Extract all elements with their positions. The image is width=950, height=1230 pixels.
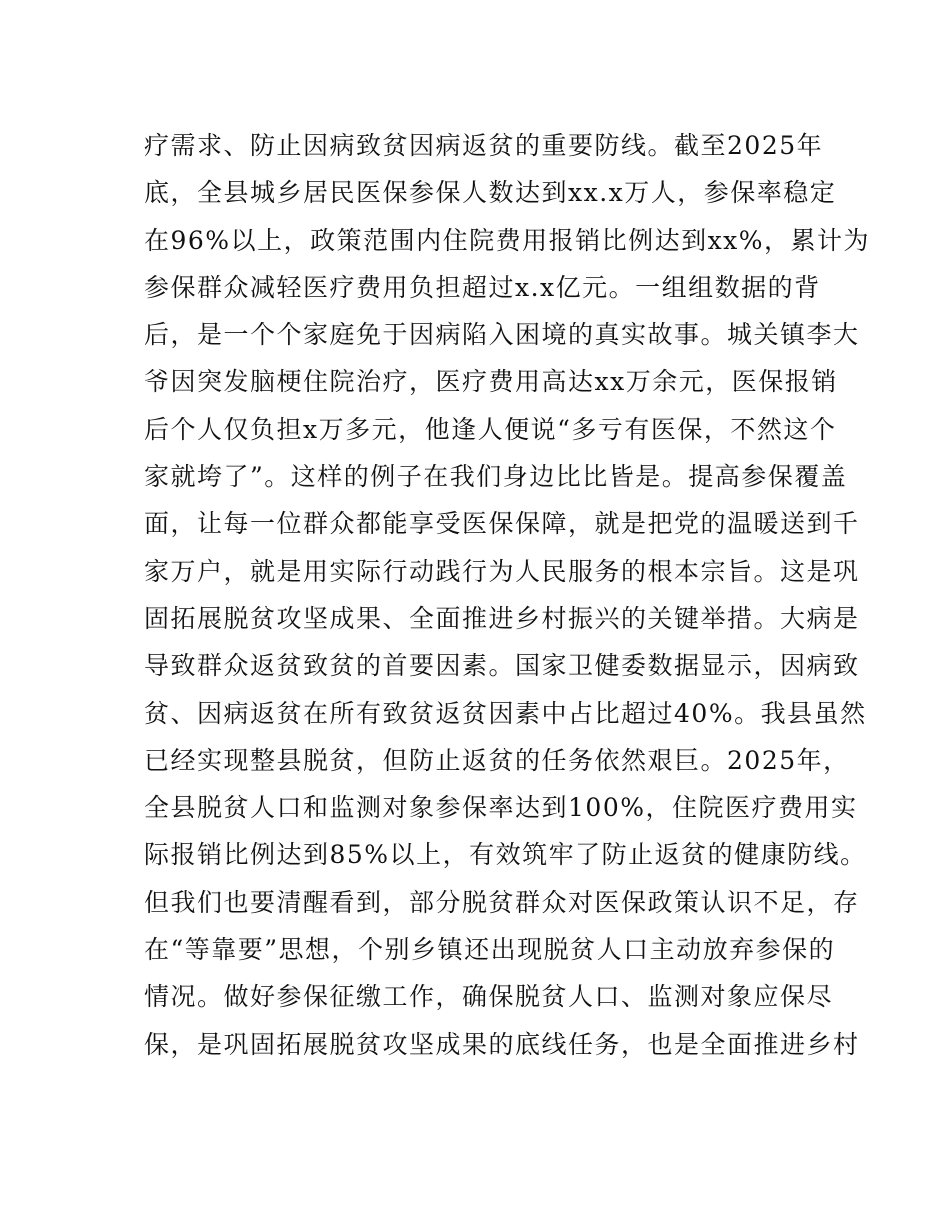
- text-line-7: 后个人仅负担x万多元，他逢人便说“多亏有医保，不然这个: [144, 414, 837, 444]
- text-line-18: 在“等靠要”思想，个别乡镇还出现脱贫人口主动放弃参保的: [144, 935, 836, 965]
- text-line-2: 底，全县城乡居民医保参保人数达到xx.x万人，参保率稳定: [144, 178, 837, 208]
- text-line-4: 参保群众减轻医疗费用负担超过x.x亿元。一组组数据的背: [144, 272, 821, 302]
- text-line-11: 固拓展脱贫攻坚成果、全面推进乡村振兴的关键举措。大病是: [144, 603, 860, 633]
- text-line-20: 保，是巩固拓展脱贫攻坚成果的底线任务，也是全面推进乡村: [144, 1029, 860, 1059]
- text-line-15: 全县脱贫人口和监测对象参保率达到100%，住院医疗费用实: [144, 793, 858, 823]
- text-line-5: 后，是一个个家庭免于因病陷入困境的真实故事。城关镇李大: [144, 320, 860, 350]
- text-line-9: 面，让每一位群众都能享受医保保障，就是把党的温暖送到千: [144, 509, 860, 539]
- text-line-12: 导致群众返贫致贫的首要因素。国家卫健委数据显示，因病致: [144, 651, 860, 681]
- text-line-14: 已经实现整县脱贫，但防止返贫的任务依然艰巨。2025年，: [144, 745, 850, 775]
- text-line-16: 际报销比例达到85%以上，有效筑牢了防止返贫的健康防线。: [144, 840, 867, 870]
- text-line-13: 贫、因病返贫在所有致贫返贫因素中占比超过40%。我县虽然: [144, 698, 867, 728]
- text-line-8: 家就垮了”。这样的例子在我们身边比比皆是。提高参保覆盖: [144, 462, 848, 492]
- text-line-1: 疗需求、防止因病致贫因病返贫的重要防线。截至2025年: [144, 131, 824, 160]
- text-line-19: 情况。做好参保征缴工作，确保脱贫人口、监测对象应保尽: [144, 982, 834, 1012]
- text-line-17: 但我们也要清醒看到，部分脱贫群众对医保政策认识不足，存: [144, 887, 860, 917]
- text-line-6: 爷因突发脑梗住院治疗，医疗费用高达xx万余元，医保报销: [144, 367, 838, 397]
- text-line-3: 在96%以上，政策范围内住院费用报销比例达到xx%，累计为: [144, 225, 871, 255]
- text-line-10: 家万户，就是用实际行动践行为人民服务的根本宗旨。这是巩: [144, 556, 860, 586]
- body-paragraph: [144, 122, 871, 1068]
